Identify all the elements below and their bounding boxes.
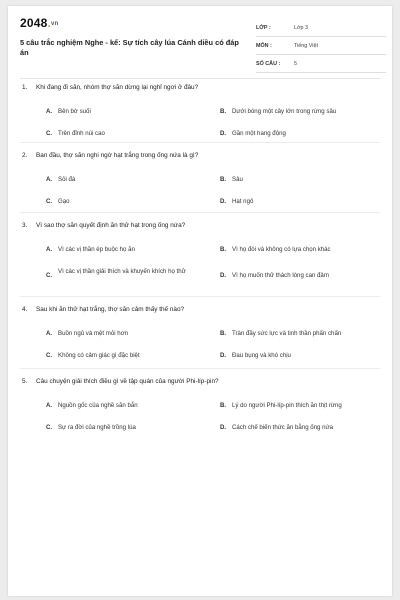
- question-3: [22, 222, 378, 279]
- option-letter: C.: [46, 424, 53, 431]
- question-4: [22, 306, 378, 359]
- option-letter: A.: [46, 330, 53, 337]
- question-5: [22, 378, 378, 431]
- option-text: Nguồn gốc của nghề săn bắn: [58, 402, 138, 409]
- option-letter: D.: [220, 424, 227, 431]
- option-letter: A.: [46, 176, 53, 183]
- question-number: 1.: [22, 84, 28, 91]
- option-text: Sâu: [232, 176, 243, 183]
- question-text: [22, 378, 378, 390]
- question-divider: [20, 142, 380, 143]
- option-text: Không có cảm giác gì đặc biệt: [58, 352, 140, 359]
- option-text: Gạo: [58, 198, 70, 205]
- option-text: Vì các vị thần giải thích và khuyến khích họ thử: [58, 268, 186, 275]
- option-letter: B.: [220, 246, 227, 253]
- meta-value: Lớp 3: [294, 25, 309, 31]
- option-text: Trên đỉnh núi cao: [58, 130, 105, 137]
- header-divider: [20, 78, 380, 79]
- option-letter: C.: [46, 272, 53, 279]
- logo-text: 2048: [20, 16, 48, 30]
- option-letter: D.: [220, 198, 227, 205]
- option-letter: B.: [220, 176, 227, 183]
- question-2: [22, 152, 378, 205]
- meta-key: SỐ CÂU :: [256, 61, 281, 67]
- option-letter: B.: [220, 402, 227, 409]
- question-text: [22, 306, 378, 318]
- meta-value: 5: [294, 61, 297, 67]
- option-letter: B.: [220, 108, 227, 115]
- option-text: Bên bờ suối: [58, 108, 91, 115]
- meta-row-count: [256, 58, 386, 73]
- option-text: Sỏi đá: [58, 176, 76, 183]
- option-letter: D.: [220, 352, 227, 359]
- option-text: Vì họ muốn thử thách lòng can đảm: [232, 272, 329, 279]
- option-letter: D.: [220, 130, 227, 137]
- document-header: [20, 16, 380, 76]
- option-text: Đau bụng và khó chịu: [232, 352, 291, 359]
- option-text: Gần một hang động: [232, 130, 286, 137]
- meta-value: Tiếng Việt: [294, 43, 318, 49]
- option-text: Vì họ đói và không có lựa chọn khác: [232, 246, 331, 253]
- option-letter: C.: [46, 352, 53, 359]
- option-letter: A.: [46, 402, 53, 409]
- question-text: [22, 222, 378, 234]
- document-page: [8, 6, 392, 596]
- question-divider: [20, 296, 380, 297]
- option-letter: A.: [46, 246, 53, 253]
- question-body: Sau khi ăn thử hạt trắng, thợ săn cảm thấy thế nào?: [36, 306, 185, 313]
- document-title: 5 câu trắc nghiệm Nghe - kể: Sự tích cây lúa Cánh diều có đáp án: [20, 38, 239, 57]
- meta-row-subject: [256, 40, 386, 55]
- question-number: 3.: [22, 222, 28, 229]
- site-logo[interactable]: [20, 16, 58, 30]
- meta-row-class: [256, 22, 386, 37]
- meta-info: [256, 22, 386, 76]
- meta-key: LỚP :: [256, 25, 271, 31]
- question-number: 2.: [22, 152, 28, 159]
- question-body: Khi đang đi săn, nhóm thợ săn dừng lại nghỉ ngơi ở đâu?: [36, 84, 199, 91]
- question-body: Ban đầu, thợ săn nghi ngờ hạt trắng trong ống nứa là gì?: [36, 152, 199, 159]
- option-text: Lý do người Phi-líp-pin thích ăn thịt rừng: [232, 402, 342, 409]
- question-body: Câu chuyện giải thích điều gì về tập quán của người Phi-líp-pin?: [36, 378, 219, 385]
- option-letter: B.: [220, 330, 227, 337]
- question-divider: [20, 212, 380, 213]
- logo-suffix: vn: [51, 20, 59, 27]
- option-text: Vì các vị thần ép buộc họ ăn: [58, 246, 135, 253]
- question-text: [22, 152, 378, 164]
- question-text: [22, 84, 378, 96]
- option-text: Cách chế biến thức ăn bằng ống nứa: [232, 424, 333, 431]
- option-letter: D.: [220, 272, 227, 279]
- question-divider: [20, 368, 380, 369]
- question-number: 4.: [22, 306, 28, 313]
- logo-dot: .: [47, 16, 52, 30]
- meta-key: MÔN :: [256, 43, 272, 49]
- question-number: 5.: [22, 378, 28, 385]
- option-letter: C.: [46, 198, 53, 205]
- question-1: [22, 84, 378, 137]
- option-letter: C.: [46, 130, 53, 137]
- question-body: Vì sao thợ săn quyết định ăn thử hạt trong ống nứa?: [36, 222, 186, 229]
- option-text: Sự ra đời của nghề trồng lúa: [58, 424, 136, 431]
- option-text: Tràn đầy sức lực và tinh thần phấn chấn: [232, 330, 342, 337]
- option-letter: A.: [46, 108, 53, 115]
- option-text: Buồn ngủ và mệt mỏi hơn: [58, 330, 129, 337]
- option-text: Dưới bóng một cây lớn trong rừng sâu: [232, 108, 337, 115]
- option-text: Hạt ngô: [232, 198, 254, 205]
